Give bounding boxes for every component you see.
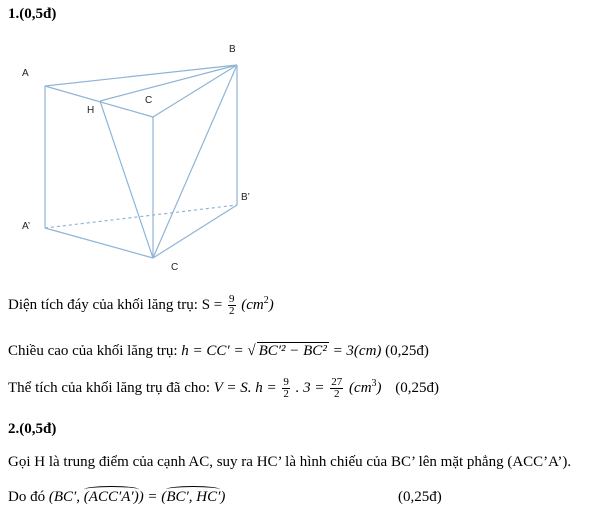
- label-B-prime: B’: [241, 192, 250, 203]
- section-1-heading: 1.(0,5đ): [8, 6, 57, 22]
- edge-B-Cprime: [153, 65, 237, 258]
- projection-sentence: Gọi H là trung điểm của cạnh AC, suy ra HC’ là hình chiếu của BC’ lên mặt phẳng (ACC’A’).: [8, 454, 572, 470]
- label-C-bottom: C: [171, 262, 179, 273]
- angle-score: (0,25đ): [398, 489, 442, 505]
- edge-H-Cprime: [100, 101, 153, 258]
- base-area-line: Diện tích đáy của khối lăng trụ: S = $\frac{9}{2}$ $(cm^2)$: [8, 293, 274, 317]
- area-fraction: $\frac{9}{2}$: [229, 293, 235, 317]
- section-2-heading: 2.(0,5đ): [8, 421, 57, 437]
- arc-plane: (ACC′A′): [83, 489, 139, 505]
- edge-H-B: [100, 65, 237, 101]
- label-A: A: [22, 68, 29, 79]
- label-H: H: [87, 105, 95, 116]
- label-A-prime: A’: [22, 221, 31, 232]
- sqrt-expression: BC′² − BC²: [258, 343, 327, 359]
- edge-Aprime-Cprime: [45, 228, 153, 258]
- edge-A-C: [45, 86, 153, 117]
- prism-figure: [0, 36, 280, 276]
- volume-line: Thể tích của khối lăng trụ đã cho: V = S. h = $\frac{9}{2}$ . 3 = $\frac{27}{2}$ $(cm^3)$ (0,25đ): [8, 376, 440, 400]
- label-B: B: [229, 44, 236, 55]
- volume-fraction-1: $\frac{9}{2}$: [283, 376, 289, 400]
- arc-angle: BC′, HC′: [166, 489, 221, 505]
- height-line: Chiều cao của khối lăng trụ: h = CC′ = √ BC′² − BC² = 3(cm) (0,25đ): [8, 343, 429, 359]
- angle-line: Do đó (BC′, (ACC′A′)) = (BC′, HC′) (0,25đ): [8, 489, 442, 505]
- edge-Aprime-Bprime-hidden: [45, 205, 237, 228]
- volume-fraction-2: $\frac{27}{2}$: [331, 376, 343, 400]
- label-C-top: C: [145, 95, 153, 106]
